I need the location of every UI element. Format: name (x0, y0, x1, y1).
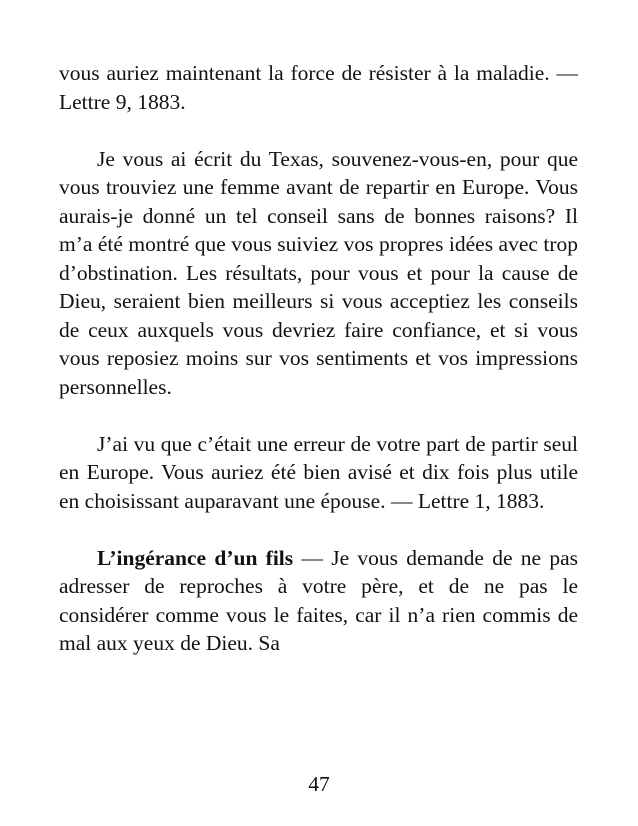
paragraph-europe-error: J’ai vu que c’était une erreur de votre part de partir seul en Europe. Vous auriez été bien avisé et dix fois plus utile en choisissant auparavant une épouse. — Lettre 1, 1883. (59, 431, 578, 513)
paragraph-text: — Je vous demande de ne pas adresser de reproches à votre père, et de ne pas le considérer comme vous le faites, car il n’a rien commis de mal aux yeux de Dieu. Sa (59, 545, 578, 655)
section-heading: L’ingérance d’un fils (97, 545, 294, 570)
paragraph-continuation: vous auriez maintenant la force de résister à la maladie. — Lettre 9, 1883. (59, 61, 578, 114)
page-number: 47 (308, 772, 330, 796)
page-body (59, 59, 578, 658)
paragraph-son-interference (59, 544, 578, 658)
paragraph-texas-letter: Je vous ai écrit du Texas, souvenez-vous-en, pour que vous trouviez une femme avant de repartir en Europe. Vous aurais-je donné un tel conseil sans de bonnes raisons? Il m’a été montré que vous suiviez vos propres idées avec trop d’obstination. Les résultats, pour vous et pour la cause de Dieu, seraient bien meilleurs si vous acceptiez les conseils de ceux auxquels vous devriez faire confiance, et si vous vous reposiez moins sur vos sentiments et vos impressions personnelles. (59, 146, 578, 399)
